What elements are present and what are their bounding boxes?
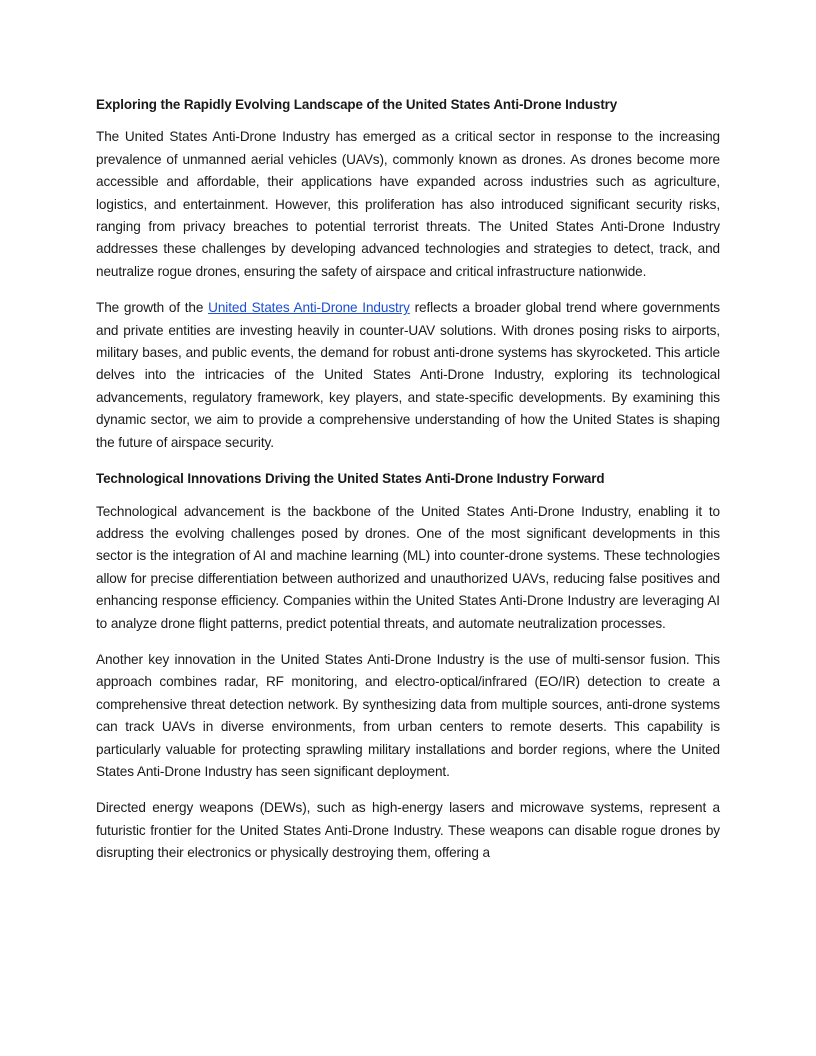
paragraph-growth-rest: reflects a broader global trend where governments and private entities are investing heavily in counter-UAV solutions. With drones posing risks to airports, military bases, and public events, the demand for robust anti-drone systems has skyrocketed. This article delves into the intricacies of the United States Anti-Drone Industry, exploring its technological advancements, regulatory framework, key players, and state-specific developments. By examining this dynamic sector, we aim to provide a comprehensive understanding of how the United States is shaping the future of airspace security. (96, 300, 720, 450)
article-title: Exploring the Rapidly Evolving Landscape of the United States Anti-Drone Industry (96, 97, 618, 112)
paragraph-sensor-fusion: Another key innovation in the United States Anti-Drone Industry is the use of multi-sensor fusion. This approach combines radar, RF monitoring, and electro-optical/infrared (EO/IR) detection to create a comprehensive threat detection network. By synthesizing data from multiple sources, anti-drone systems can track UAVs in diverse environments, from urban centers to remote deserts. This capability is particularly valuable for protecting sprawling military installations and border regions, where the United States Anti-Drone Industry has seen significant deployment. (96, 651, 720, 779)
paragraph-growth-lead: The growth of the (96, 300, 209, 316)
paragraph-ai-ml: Technological advancement is the backbone of the United States Anti-Drone Industry, enabling it to address the evolving challenges posed by drones. One of the most significant developments in this sector is the integration of AI and machine learning (ML) into counter-drone systems. These technologies allow for precise differentiation between authorized and unauthorized UAVs, reducing false positives and enhancing response efficiency. Companies within the United States Anti-Drone Industry are leveraging AI to analyze drone flight patterns, predict potential threats, and automate neutralization processes. (96, 503, 720, 631)
paragraph-directed-energy: Directed energy weapons (DEWs), such as high-energy lasers and microwave systems, represent a futuristic frontier for the United States Anti-Drone Industry. These weapons can disable rogue drones by disrupting their electronics or physically destroying them, offering a (96, 800, 720, 861)
document-page (96, 94, 720, 879)
section-heading-technology: Technological Innovations Driving the United States Anti-Drone Industry Forward (96, 471, 605, 487)
paragraph-growth (96, 297, 720, 454)
industry-link[interactable]: United States Anti-Drone Industry (208, 300, 410, 316)
paragraph-intro: The United States Anti-Drone Industry has emerged as a critical sector in response to the increasing prevalence of unmanned aerial vehicles (UAVs), commonly known as drones. As drones become more accessible and affordable, their applications have expanded across industries such as agriculture, logistics, and entertainment. However, this proliferation has also introduced significant security risks, ranging from privacy breaches to potential terrorist threats. The United States Anti-Drone Industry addresses these challenges by developing advanced technologies and strategies to detect, track, and neutralize rogue drones, ensuring the safety of airspace and critical infrastructure nationwide. (96, 129, 720, 279)
